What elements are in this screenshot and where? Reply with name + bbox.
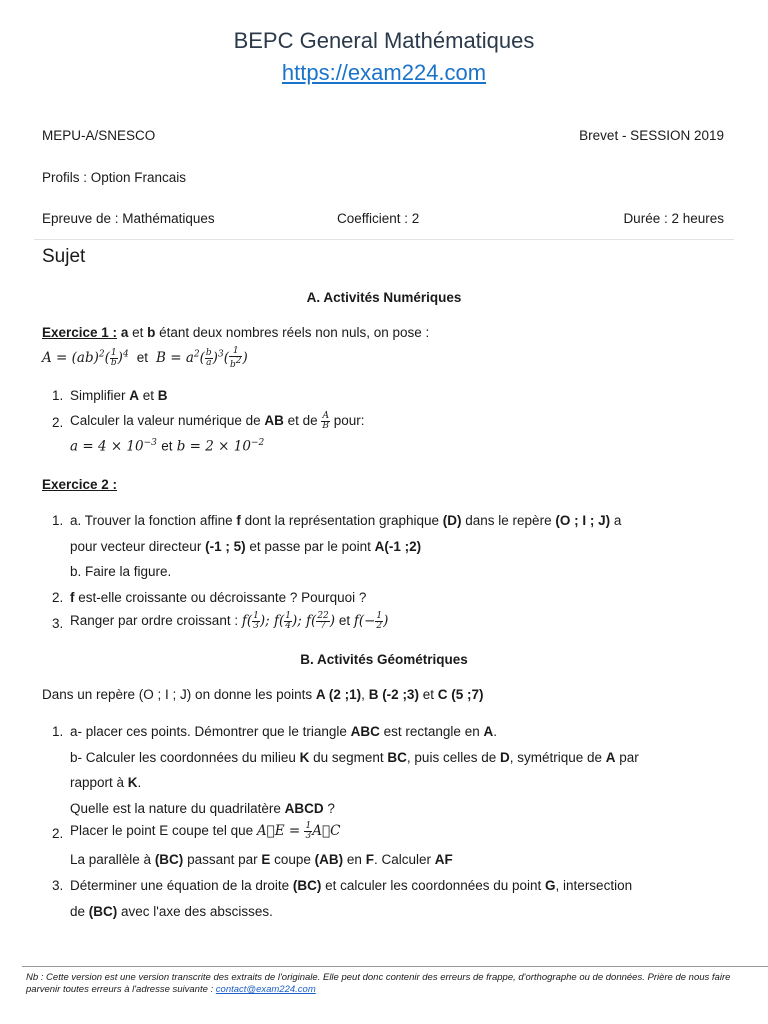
ex2-q1-line2: pour vecteur directeur (-1 ; 5) et passe par le point A(-1 ;2) bbox=[70, 539, 422, 554]
footer-divider bbox=[22, 966, 768, 967]
session-label: Brevet - SESSION 2019 bbox=[579, 128, 724, 143]
b-q1-b-cont: rapport à K. bbox=[70, 775, 142, 790]
ex2-q1-number: 1. bbox=[52, 513, 64, 528]
part-b-intro: Dans un repère (O ; I ; J) on donne les points A (2 ;1), B (-2 ;3) et C (5 ;7) bbox=[42, 687, 484, 702]
profile-label: Profils : Option Francais bbox=[42, 170, 187, 185]
b-q3-b: de (BC) avec l'axe des abscisses. bbox=[70, 904, 273, 919]
ex2-q3-text: Ranger par ordre croissant : f( $\frac{1}{3}$ ); f( $\frac{1}{4}$ ); f( $\frac{22}{7}$ ) et f(− $\frac{1}{2}$ ) bbox=[70, 611, 389, 631]
b-q1-a: a- placer ces points. Démontrer que le triangle ABC est rectangle en A. bbox=[70, 724, 497, 739]
exercise-1-intro: Exercice 1 : a et b étant deux nombres réels non nuls, on pose : bbox=[42, 325, 430, 340]
b-q1-number: 1. bbox=[52, 724, 64, 739]
b-q3-a: Déterminer une équation de la droite (BC) et calculer les coordonnées du point G, intersection bbox=[70, 878, 633, 893]
epreuve-label: Epreuve de : Mathématiques bbox=[42, 211, 215, 226]
document-title: BEPC General Mathématiques bbox=[233, 28, 535, 53]
ex2-q1-line1: a. Trouver la fonction affine f dont la représentation graphique (D) dans le repère (O ; I ; J) a bbox=[70, 513, 622, 528]
divider bbox=[34, 239, 734, 240]
exercise-1-title: Exercice 1 : bbox=[42, 325, 118, 340]
ex2-q2-text: f est-elle croissante ou décroissante ? Pourquoi ? bbox=[70, 590, 367, 605]
section-b-heading: B. Activités Géométriques bbox=[300, 652, 468, 667]
b-q2-b: La parallèle à (BC) passant par E coupe (AB) en F. Calculer AF bbox=[70, 852, 453, 867]
b-q1-c: Quelle est la nature du quadrilatère ABCD ? bbox=[70, 801, 335, 816]
duration-label: Durée : 2 heures bbox=[623, 211, 724, 226]
ex1-q2-number: 2. bbox=[52, 415, 64, 430]
contact-email-link[interactable]: contact@exam224.com bbox=[215, 984, 316, 995]
section-a-heading: A. Activités Numériques bbox=[306, 290, 462, 305]
footer-note: Nb : Cette version est une version transcrite des extraits de l'originale. Elle peut donc contenir des erreurs de frappe, d'orthographe ou de données. Prière de nous faire parvenir toutes erreurs à l'adresse suivante : contact@exam224.com bbox=[26, 972, 731, 995]
b-q3-number: 3. bbox=[52, 878, 64, 893]
ex2-q2-number: 2. bbox=[52, 590, 64, 605]
b-q2-a: Placer le point E coupe tel que A⃗E = $\frac{1}{3}$ A⃗C bbox=[70, 821, 341, 841]
website-link[interactable]: https://exam224.com bbox=[281, 60, 487, 85]
coefficient-label: Coefficient : 2 bbox=[337, 211, 420, 226]
ex2-q1-b: b. Faire la figure. bbox=[70, 564, 172, 579]
b-q2-number: 2. bbox=[52, 826, 64, 841]
ex1-q2-text: Calculer la valeur numérique de AB et de $\frac{A}{B}$ pour: bbox=[70, 411, 365, 431]
institution-label: MEPU-A/SNESCO bbox=[42, 128, 156, 143]
ex2-q3-number: 3. bbox=[52, 616, 64, 631]
exercise-2-title: Exercice 2 : bbox=[42, 477, 118, 492]
ex1-q2-values: $a = 4 \times 10^{-3}$ et $b = 2 \times 10^{-2}$ bbox=[70, 438, 265, 455]
ex1-q1-number: 1. bbox=[52, 388, 64, 403]
ex1-q1-text: Simplifier A et B bbox=[70, 388, 168, 403]
formula-a-b: A = (ab)$^2$( $\frac{1}{b}$ )$^4$ et $B = a^2$( $\frac{b}{a}$ )$^3$( $\frac{1}{b^2}$ ) bbox=[42, 346, 248, 370]
b-q1-b: b- Calculer les coordonnées du milieu K du segment BC, puis celles de D, symétrique de A par bbox=[70, 750, 639, 765]
sujet-heading: Sujet bbox=[42, 246, 86, 267]
